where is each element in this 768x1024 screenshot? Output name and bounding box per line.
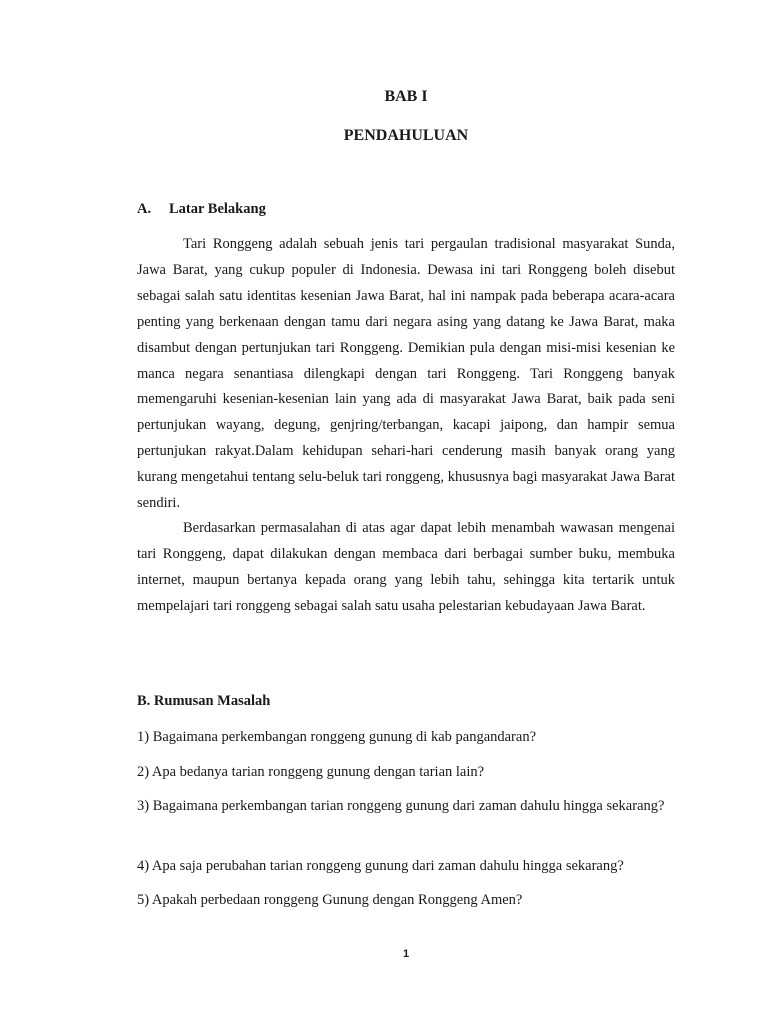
problem-item-4: 4) Apa saja perubahan tarian ronggeng gunung dari zaman dahulu hingga sekarang? (137, 858, 624, 874)
problem-item-5: 5) Apakah perbedaan ronggeng Gunung dengan Ronggeng Amen? (137, 892, 523, 908)
background-paragraph-2 (137, 516, 675, 620)
section-b-heading: B. Rumusan Masalah (137, 693, 271, 709)
problem-item-1: 1) Bagaimana perkembangan ronggeng gunung di kab pangandaran? (137, 729, 537, 745)
section-a-number: A. (137, 201, 152, 217)
problem-item-3: 3) Bagaimana perkembangan tarian ronggeng gunung dari zaman dahulu hingga sekarang? (137, 798, 665, 814)
page-number: 1 (402, 948, 410, 960)
paragraph-text: Berdasarkan permasalahan di atas agar dapat lebih menambah wawasan mengenai tari Ronggeng, dapat dilakukan dengan membaca dari berbagai sumber buku, membuka internet, maupun bertanya kepada orang yang lebih tahu, sehingga kita tertarik untuk mempelajari tari ronggeng sebagai salah satu usaha pelestarian kebudayaan Jawa Barat. (137, 520, 675, 614)
chapter-title: PENDAHULUAN (343, 127, 469, 144)
problem-item-2: 2) Apa bedanya tarian ronggeng gunung dengan tarian lain? (137, 764, 485, 780)
chapter-heading: BAB I (384, 88, 428, 105)
section-a-heading (137, 201, 266, 218)
paragraph-text: Tari Ronggeng adalah sebuah jenis tari pergaulan tradisional masyarakat Sunda, Jawa Barat, yang cukup populer di Indonesia. Dewasa ini tari Ronggeng boleh disebut sebagai salah satu identitas kesenian Jawa Barat, hal ini nampak pada beberapa acara-acara penting yang berkenaan dengan tamu dari negara asing yang datang ke Jawa Barat, maka disambut dengan pertunjukan tari Ronggeng. Demikian pula dengan misi-misi kesenian ke manca negara senantiasa dilengkapi dengan tari Ronggeng. Tari Ronggeng banyak memengaruhi kesenian-kesenian lain yang ada di masyarakat Jawa Barat, baik pada seni pertunjukan wayang, degung, genjring/terbangan, kacapi jaipong, dan hampir semua pertunjukan rakyat.Dalam kehidupan sehari-hari cenderung masih banyak orang yang kurang mengetahui tentang selu-beluk tari ronggeng, khususnya bagi masyarakat Jawa Barat sendiri. (137, 236, 675, 512)
section-a-title: Latar Belakang (169, 201, 266, 217)
background-paragraph-1 (137, 232, 675, 517)
